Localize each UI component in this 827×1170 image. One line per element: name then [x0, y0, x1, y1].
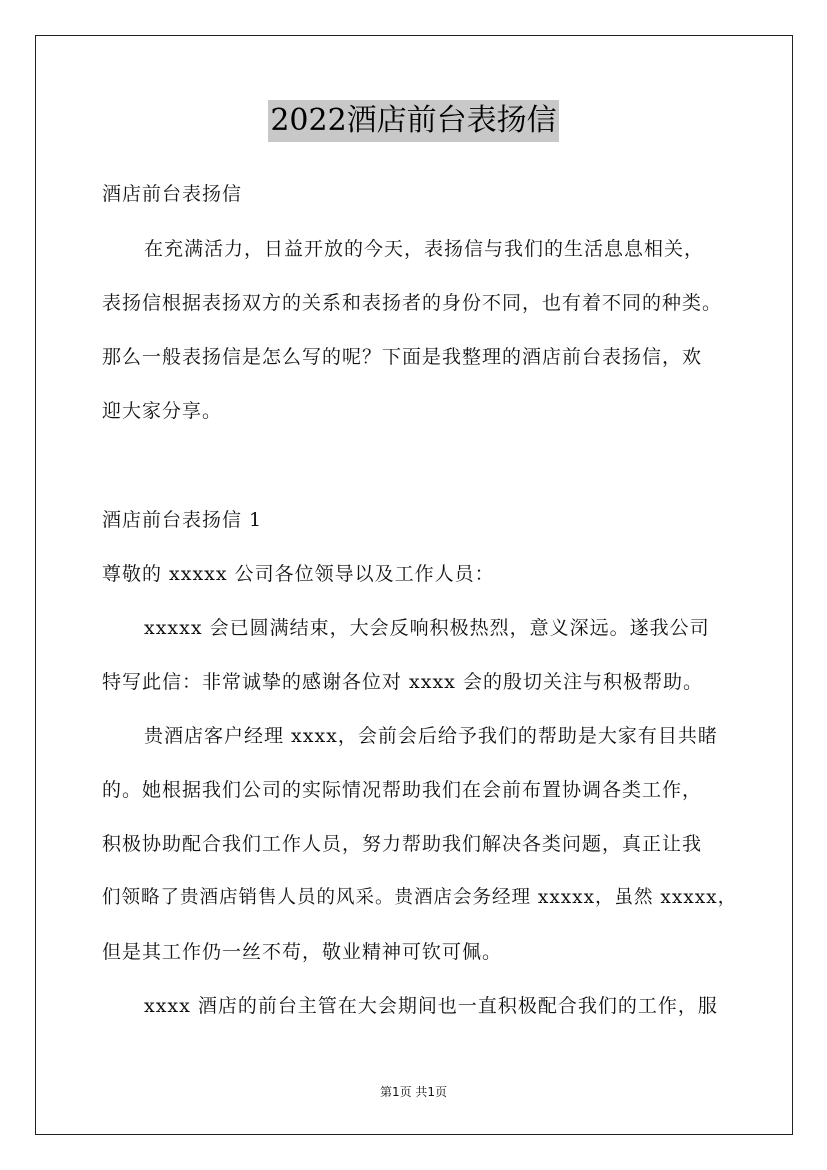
para2-line-5: 但是其工作仍一丝不苟，敬业精神可钦可佩。	[102, 941, 503, 963]
para2-line-2: 的。她根据我们公司的实际情况帮助我们在会前布置协调各类工作，	[102, 779, 703, 801]
heading-hotel-praise-letter: 酒店前台表扬信	[102, 183, 243, 205]
para2-line-1: 贵酒店客户经理 xxxx，会前会后给予我们的帮助是大家有目共睹	[144, 725, 718, 747]
page-footer: 第1页 共1页	[379, 1085, 448, 1099]
para3-line-1: xxxx 酒店的前台主管在大会期间也一直积极配合我们的工作，服	[144, 995, 718, 1017]
intro-line-4: 迎大家分享。	[102, 400, 223, 422]
intro-line-2: 表扬信根据表扬双方的关系和表扬者的身份不同，也有着不同的种类。	[102, 292, 723, 314]
para2-line-3: 积极协助配合我们工作人员，努力帮助我们解决各类问题，真正让我	[102, 833, 703, 855]
para2-line-4: 们领略了贵酒店销售人员的风采。贵酒店会务经理 xxxxx，虽然 xxxxx，	[102, 887, 738, 908]
intro-line-3: 那么一般表扬信是怎么写的呢？下面是我整理的酒店前台表扬信，欢	[102, 346, 703, 368]
heading-letter-1: 酒店前台表扬信 1	[102, 509, 263, 531]
salutation: 尊敬的 xxxxx 公司各位领导以及工作人员：	[102, 563, 495, 585]
document-title	[0, 100, 827, 142]
para1-line-1: xxxxx 会已圆满结束，大会反响积极热烈，意义深远。遂我公司	[144, 617, 710, 639]
document-title-text: 2022酒店前台表扬信	[268, 100, 558, 142]
intro-line-1: 在充满活力，日益开放的今天，表扬信与我们的生活息息相关，	[144, 238, 705, 260]
para1-line-2: 特写此信：非常诚挚的感谢各位对 xxxx 会的殷切关注与积极帮助。	[102, 671, 703, 693]
